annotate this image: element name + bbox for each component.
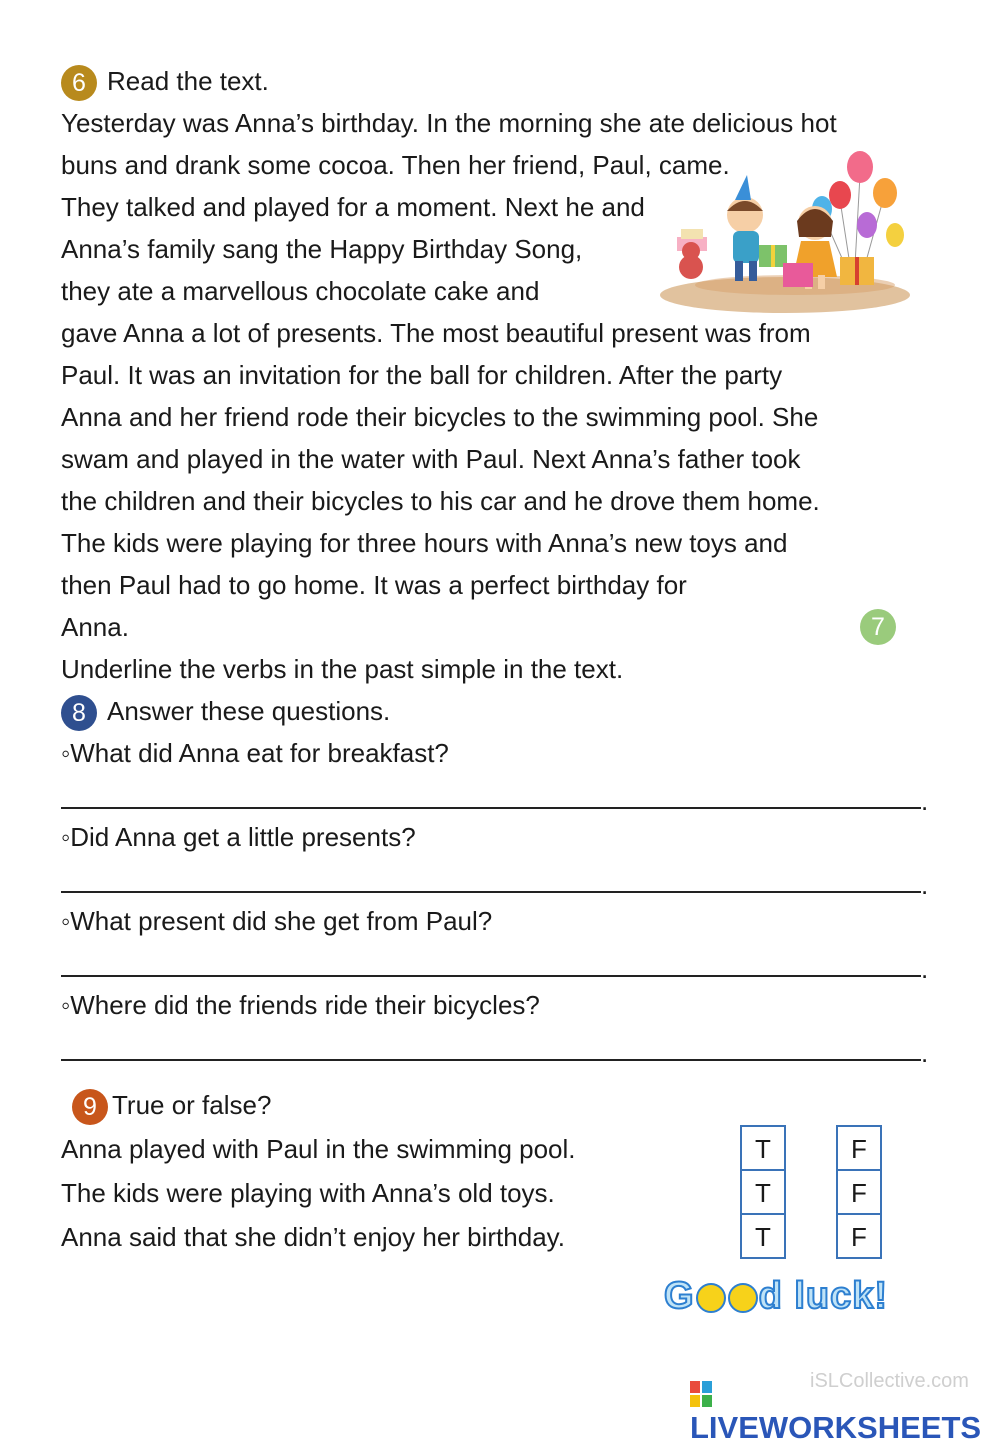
text-line: gave Anna a lot of presents. The most beautiful present was from <box>61 318 811 348</box>
liveworksheets-logo <box>690 1374 1000 1446</box>
false-box-1[interactable]: F <box>838 1127 880 1171</box>
section7-instruction: Underline the verbs in the past simple in the text. <box>61 654 624 684</box>
false-box-3[interactable]: F <box>851 1222 867 1252</box>
false-column <box>836 1125 882 1259</box>
text-line: buns and drank some cocoa. Then her friend, Paul, came. <box>61 150 730 180</box>
true-box-1[interactable]: T <box>742 1127 784 1171</box>
answer-line-end: . <box>921 1038 929 1068</box>
section6-heading <box>61 64 269 101</box>
answer-line-3[interactable] <box>61 974 921 977</box>
section9-heading <box>72 1088 271 1125</box>
section9-title: True or false? <box>112 1090 272 1120</box>
question-2: ◦Did Anna get a little presents? <box>61 822 416 852</box>
true-box-3[interactable]: T <box>755 1222 771 1252</box>
question-3: ◦What present did she get from Paul? <box>61 906 493 936</box>
text-line: Anna. <box>61 612 129 642</box>
answer-line-end: . <box>921 870 929 900</box>
section8-heading <box>61 694 390 731</box>
text-line: Paul. It was an invitation for the ball for children. After the party <box>61 360 783 390</box>
section8-title: Answer these questions. <box>107 696 391 726</box>
answer-line-1[interactable] <box>61 806 921 809</box>
good-luck-banner <box>664 1275 888 1318</box>
liveworksheets-logo-icon <box>690 1381 712 1407</box>
birthday-party-illustration <box>655 145 915 315</box>
true-box-2[interactable]: T <box>742 1171 784 1215</box>
text-line: then Paul had to go home. It was a perfect birthday for <box>61 570 687 600</box>
text-line: Anna and her friend rode their bicycles to the swimming pool. She <box>61 402 819 432</box>
section6-number-badge: 6 <box>61 65 97 101</box>
section6-title: Read the text. <box>107 66 269 96</box>
answer-line-2[interactable] <box>61 890 921 893</box>
smiley-icon <box>696 1283 726 1313</box>
answer-line-4[interactable] <box>61 1058 921 1061</box>
tf-statement-2: The kids were playing with Anna’s old toys. <box>61 1178 555 1208</box>
text-line: the children and their bicycles to his car and he drove them home. <box>61 486 820 516</box>
text-line: swam and played in the water with Paul. Next Anna’s father took <box>61 444 801 474</box>
tf-statement-3: Anna said that she didn’t enjoy her birthday. <box>61 1222 565 1252</box>
answer-line-end: . <box>921 954 929 984</box>
liveworksheets-brand: LIVEWORKSHEETS <box>690 1410 982 1445</box>
good-luck-prefix: G <box>664 1275 695 1317</box>
question-4: ◦Where did the friends ride their bicycles? <box>61 990 540 1020</box>
false-box-2[interactable]: F <box>838 1171 880 1215</box>
text-line: Yesterday was Anna’s birthday. In the morning she ate delicious hot <box>61 108 837 138</box>
tf-statement-1: Anna played with Paul in the swimming pool. <box>61 1134 576 1164</box>
text-line: The kids were playing for three hours with Anna’s new toys and <box>61 528 788 558</box>
section9-number-badge: 9 <box>72 1089 108 1125</box>
true-column <box>740 1125 786 1259</box>
answer-line-end: . <box>921 786 929 816</box>
smiley-icon <box>728 1283 758 1313</box>
text-line: they ate a marvellous chocolate cake and <box>61 276 540 306</box>
text-line: Anna’s family sang the Happy Birthday Song, <box>61 234 583 264</box>
text-line: They talked and played for a moment. Next he and <box>61 192 645 222</box>
question-1: ◦What did Anna eat for breakfast? <box>61 738 449 768</box>
islcollective-watermark: iSLCollective.com <box>810 1370 969 1392</box>
good-luck-suffix: d luck! <box>758 1275 889 1317</box>
section8-number-badge: 8 <box>61 695 97 731</box>
section7-number-badge: 7 <box>860 609 896 645</box>
